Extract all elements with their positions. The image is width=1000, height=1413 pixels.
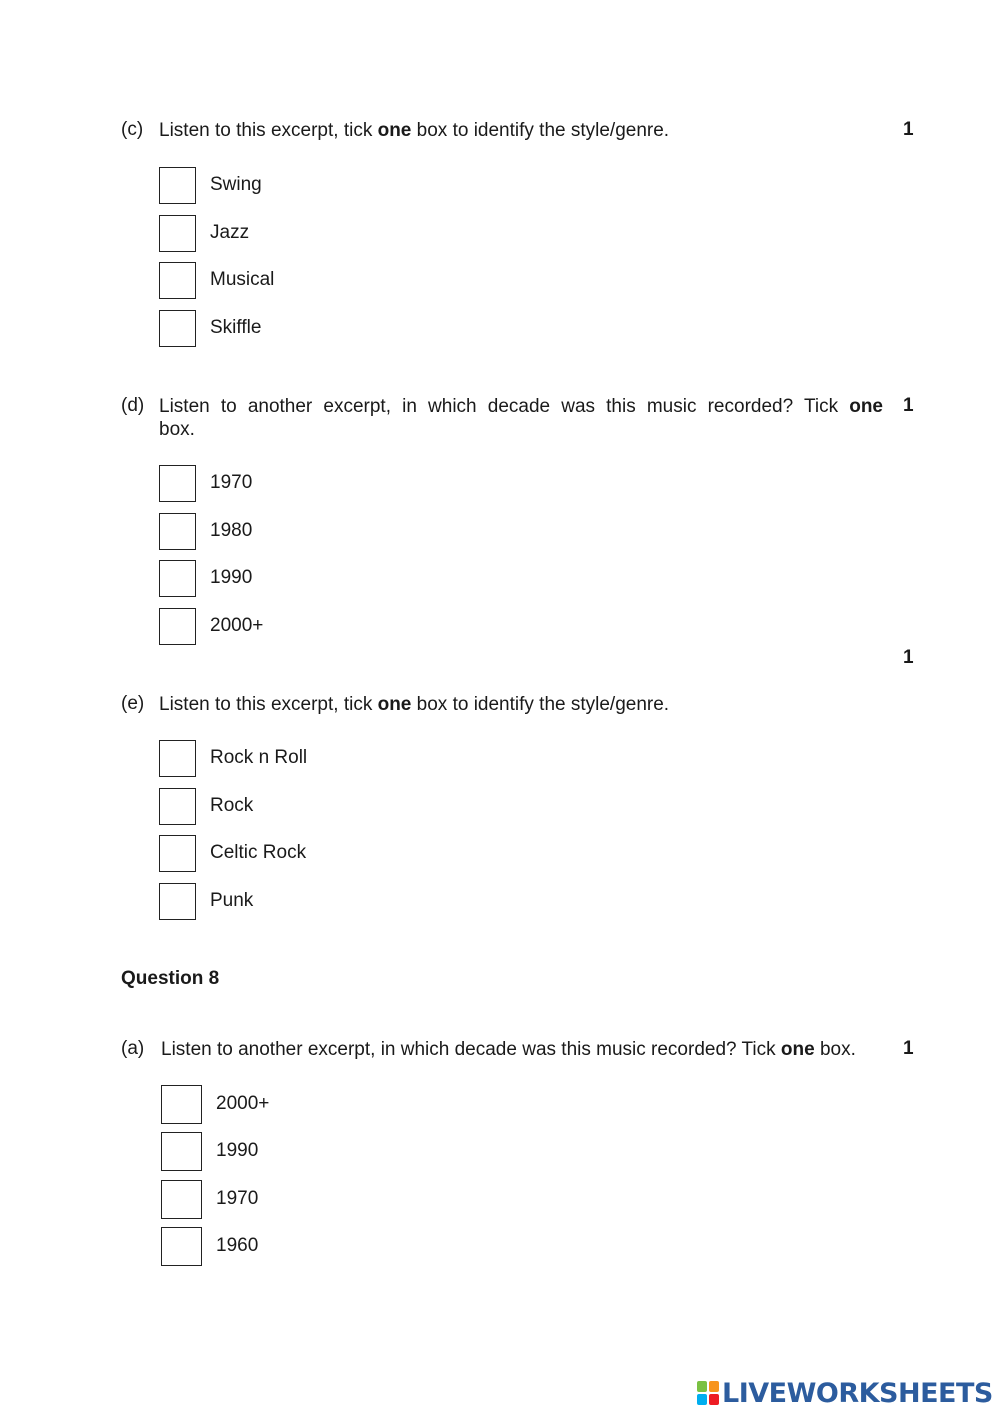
option-label: Jazz — [210, 222, 250, 243]
question-d-text-line2: box. — [159, 419, 195, 440]
option-skiffle — [159, 308, 261, 348]
tick-box[interactable] — [161, 1132, 202, 1171]
option-label: Swing — [210, 174, 262, 195]
option-1960 — [161, 1226, 258, 1266]
logo-square-1 — [697, 1381, 707, 1392]
tick-box[interactable] — [159, 167, 196, 204]
tick-box[interactable] — [159, 835, 196, 872]
option-label: Celtic Rock — [210, 842, 307, 863]
option-jazz — [159, 213, 249, 253]
option-label: Skiffle — [210, 317, 262, 338]
question-c-marks: 1 — [903, 119, 914, 140]
logo-square-4 — [709, 1394, 719, 1405]
tick-box[interactable] — [159, 465, 196, 502]
question-d-label: (d) — [121, 395, 145, 416]
logo-icon — [697, 1381, 719, 1405]
question-8a-marks: 1 — [903, 1038, 914, 1059]
option-celtic-rock — [159, 833, 306, 873]
tick-box[interactable] — [161, 1180, 202, 1219]
option-label: 1980 — [210, 520, 253, 541]
question-8a-label: (a) — [121, 1038, 145, 1059]
option-label: Musical — [210, 269, 275, 290]
option-label: Rock — [210, 795, 254, 816]
logo-square-3 — [697, 1394, 707, 1405]
question-8-heading: Question 8 — [121, 968, 220, 989]
question-d-marks: 1 — [903, 395, 914, 416]
option-label: Rock n Roll — [210, 747, 308, 768]
tick-box[interactable] — [161, 1227, 202, 1266]
option-label: 2000+ — [216, 1093, 270, 1114]
option-1980 — [159, 511, 252, 551]
liveworksheets-logo — [697, 1378, 993, 1408]
option-label: 1960 — [216, 1235, 259, 1256]
option-musical — [159, 260, 274, 300]
question-c-label: (c) — [121, 119, 144, 140]
tick-box[interactable] — [159, 608, 196, 645]
option-label: 1970 — [210, 472, 253, 493]
tick-box[interactable] — [159, 310, 196, 347]
question-e-label: (e) — [121, 693, 145, 714]
question-8a-text: Listen to another excerpt, in which decade was this music recorded? Tick one box. — [161, 1039, 856, 1060]
tick-box[interactable] — [161, 1085, 202, 1124]
tick-box[interactable] — [159, 215, 196, 252]
tick-box[interactable] — [159, 883, 196, 920]
tick-box[interactable] — [159, 788, 196, 825]
option-rock — [159, 786, 253, 826]
question-e-text: Listen to this excerpt, tick one box to identify the style/genre. — [159, 694, 670, 715]
option-label: 1970 — [216, 1188, 259, 1209]
option-1990 — [161, 1131, 258, 1171]
question-d-text: Listen to another excerpt, in which decade was this music recorded? Tick one — [159, 396, 883, 417]
tick-box[interactable] — [159, 262, 196, 299]
option-label: 1990 — [210, 567, 253, 588]
question-e-marks: 1 — [903, 647, 914, 668]
tick-box[interactable] — [159, 513, 196, 550]
option-2000-plus — [161, 1084, 269, 1124]
option-punk — [159, 881, 253, 921]
option-label: 2000+ — [210, 615, 264, 636]
question-c-text: Listen to this excerpt, tick one box to identify the style/genre. — [159, 120, 670, 141]
logo-text: LIVEWORKSHEETS — [722, 1377, 993, 1409]
option-rock-n-roll — [159, 738, 307, 778]
tick-box[interactable] — [159, 740, 196, 777]
option-2000-plus — [159, 606, 263, 646]
option-1990 — [159, 558, 252, 598]
option-label: Punk — [210, 890, 254, 911]
option-label: 1990 — [216, 1140, 259, 1161]
option-1970 — [159, 463, 252, 503]
logo-square-2 — [709, 1381, 719, 1392]
tick-box[interactable] — [159, 560, 196, 597]
option-swing — [159, 165, 262, 205]
option-1970 — [161, 1179, 258, 1219]
